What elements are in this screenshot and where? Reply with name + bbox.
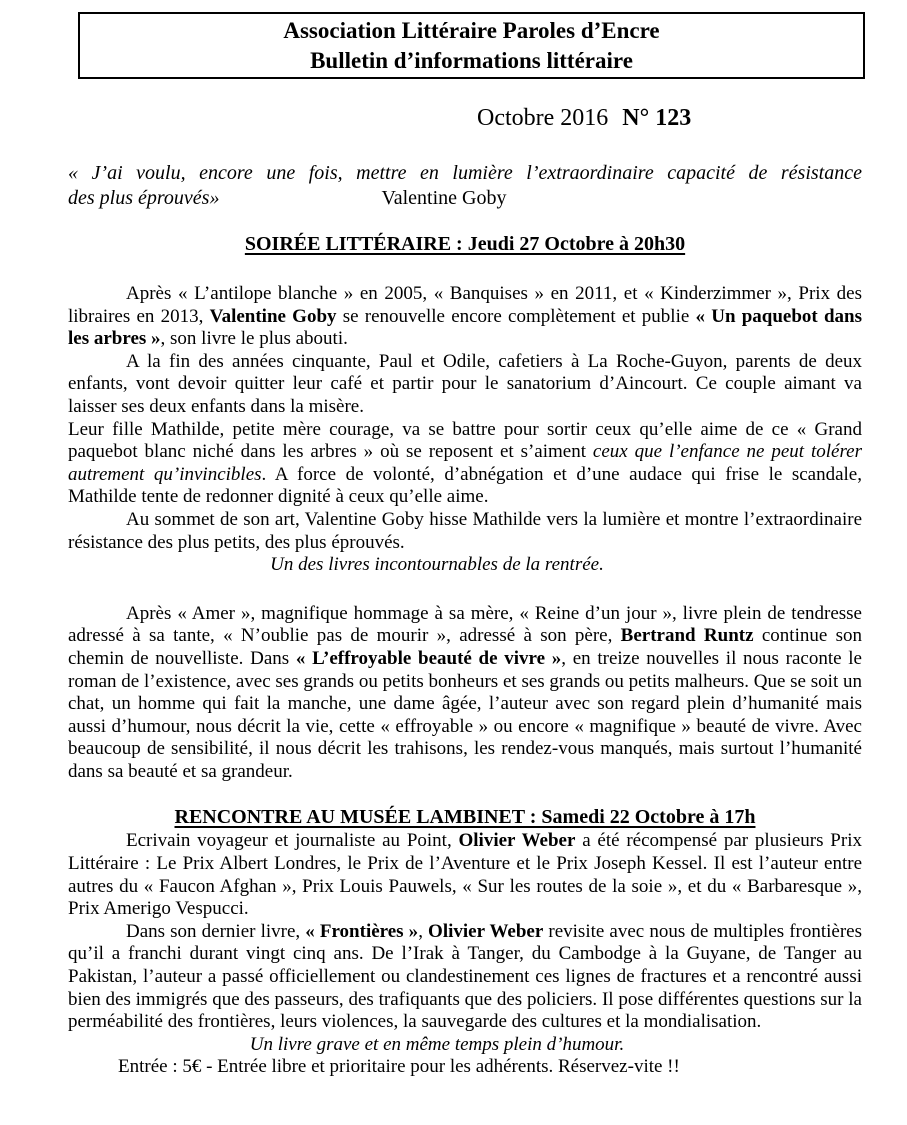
weber-frontieres (68, 921, 862, 1034)
association-title: Association Littéraire Paroles d’Encre (283, 18, 660, 43)
text-run: « L’effroyable beauté de vivre » (295, 647, 562, 669)
text-run: a été récompensé par plusieurs Prix Littéraire : Le Prix Albert Londres, le Prix de l’Aventure et le Prix Joseph Kessel. Il est l’auteur entre autres du « Faucon Afghan », Prix Louis Pauwels, « Sur les routes de la soie », et du « Barbaresque », Prix Amerigo Vespucci. (68, 830, 862, 920)
text-run: Au sommet de son art, Valentine Goby hisse Mathilde vers la lumière et montre l’extraordinaire résistance des plus petits, des plus éprouvés. (68, 508, 862, 553)
text-run: Leur fille Mathilde, petite mère courage, va se battre pour sortir ceux qu’elle aime de ce « Grand paquebot blanc niché dans les arbres » où se reposent et s’aiment (68, 418, 862, 463)
text-run: . A force de volonté, d’abnégation et d’une audace qui frise le scandale, Mathilde tente de redonner dignité à ceux qu’elle aime. (68, 463, 862, 508)
issue-month: Octobre 2016 (477, 105, 609, 131)
lambinet-heading (68, 805, 862, 830)
goby-review (68, 554, 862, 577)
quote-attribution: Valentine Goby (381, 187, 507, 209)
text-run: Valentine Goby (209, 305, 337, 327)
goby-story-2 (68, 419, 862, 509)
quote-line-2 (68, 187, 862, 210)
article (68, 232, 862, 1079)
text-column (68, 162, 862, 1079)
text-run: se renouvelle encore complètement et publie (336, 305, 696, 327)
issue-number: N° 123 (622, 105, 692, 131)
issue-line (0, 104, 907, 132)
bulletin-subtitle: Bulletin d’informations littéraire (310, 48, 633, 73)
text-run: continue son chemin de nouvelliste. Dans (68, 625, 862, 669)
text-run: Bertrand Runtz (620, 625, 754, 647)
text-run: Un des livres incontournables de la rentrée. (270, 554, 604, 576)
text-run: ceux que l’enfance ne peut tolérer autrement qu’invincibles (68, 441, 862, 485)
weber-intro (68, 830, 862, 920)
text-run: « Frontières » (305, 920, 419, 942)
text-run: , son livre le plus abouti. (160, 328, 348, 350)
goby-story-3 (68, 509, 862, 554)
epigraph-quote (68, 162, 862, 210)
text-run: Dans son dernier livre, (126, 920, 306, 942)
newsletter-page (0, 12, 907, 1125)
text-run: RENCONTRE AU MUSÉE LAMBINET : Samedi 22 Octobre à 17h (174, 806, 756, 829)
text-run: Après « Amer », magnifique hommage à sa mère, « Reine d’un jour », livre plein de tendresse adressé à sa tante, « N’oublie pas de mourir », adressé à son père, (68, 602, 862, 647)
weber-review (68, 1034, 862, 1057)
goby-intro (68, 283, 862, 351)
text-run: , en treize nouvelles il nous raconte le roman de l’existence, avec ses grands ou petits bonheurs et ses grands ou petits malheurs. Que se soit un chat, un homme qui fait la manche, une dame âgée, l’auteur avec son regard plein d’humanité mais aussi d’humour, nous décrit la vie, cette « effroyable » ou encore « magnifique » beauté de vivre. Avec beaucoup de sensibilité, il nous décrit les trahisons, les rendez-vous manqués, mais surtout l’humanité dans sa beauté et sa grandeur. (68, 647, 862, 782)
text-run: Un livre grave et en même temps plein d’humour. (249, 1033, 625, 1055)
masthead-box (78, 12, 865, 79)
text-run: Entrée : 5€ - Entrée libre et prioritaire pour les adhérents. Réservez-vite !! (118, 1056, 680, 1078)
goby-story-1 (68, 351, 862, 419)
text-run: Après « L’antilope blanche » en 2005, « Banquises » en 2011, et « Kinderzimmer », Prix des libraires en 2013, (68, 283, 862, 327)
text-run: Ecrivain voyageur et journaliste au Point, (126, 830, 459, 852)
text-run: Olivier Weber (428, 920, 544, 942)
quote-line-2-text: des plus éprouvés» (68, 187, 220, 209)
soiree-heading (68, 232, 862, 257)
text-run: SOIRÉE LITTÉRAIRE : Jeudi 27 Octobre à 20h30 (244, 233, 686, 255)
text-run: « Un paquebot dans les arbres » (68, 305, 863, 350)
text-run: revisite avec nous de multiples frontières qu’il a franchi durant vingt cinq ans. De l’Irak à Tanger, du Cambodge à la Guyane, de Tanger au Pakistan, l’auteur a passé officiellement ou clandestinement ces lignes de fractures et a rencontré aussi bien des immigrés que des passeurs, des trafiquants que des policiers. Il pose différentes questions sur la perméabilité des frontières, leurs violences, la sauvegarde des cultures et la mondialisation. (68, 920, 863, 1033)
entry-info (68, 1056, 862, 1079)
text-run: A la fin des années cinquante, Paul et Odile, cafetiers à La Roche-Guyon, parents de deux enfants, vont devoir quitter leur café et partir pour le sanatorium d’Aincourt. Ce couple aimant va laisser ses deux enfants dans la misère. (68, 350, 862, 417)
runtz-para (68, 603, 862, 784)
quote-line-1: « J’ai voulu, encore une fois, mettre en lumière l’extraordinaire capacité de résistance (68, 162, 862, 184)
text-run: Olivier Weber (458, 830, 576, 852)
text-run: , (418, 920, 429, 942)
